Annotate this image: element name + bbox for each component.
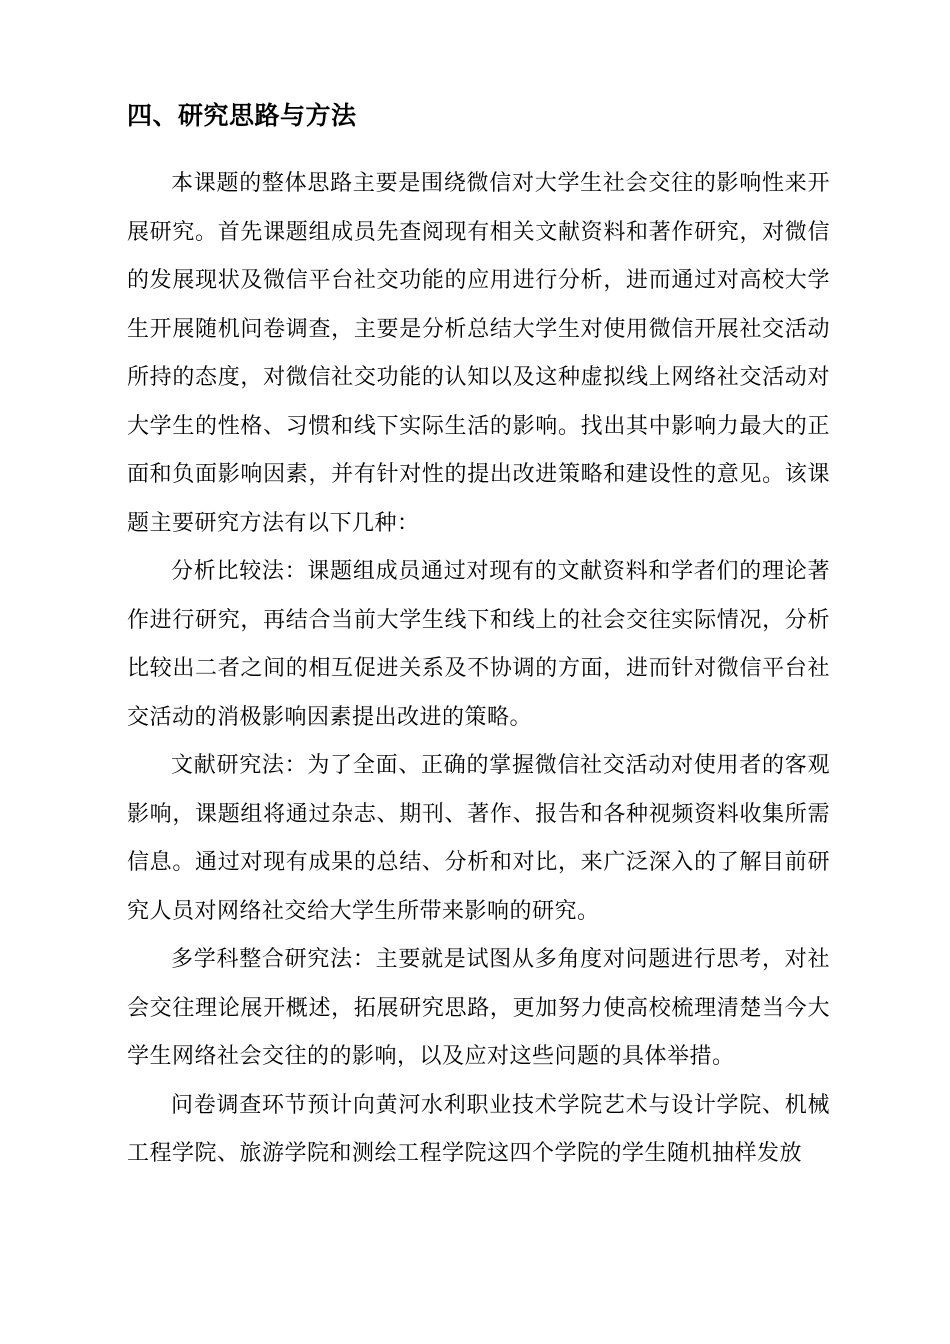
paragraph-overview: 本课题的整体思路主要是围绕微信对大学生社会交往的影响性来开展研究。首先课题组成员先查阅现有相关文献资料和著作研究，对微信的发展现状及微信平台社交功能的应用进行分析，进而通过对高校大学生开展随机问卷调查，主要是分析总结大学生对使用微信开展社交活动所持的态度，对微信社交功能的认知以及这种虚拟线上网络社交活动对大学生的性格、习惯和线下实际生活的影响。找出其中影响力最大的正面和负面影响因素，并有针对性的提出改进策略和建设性的意见。该课题主要研究方法有以下几种：: [127, 171, 830, 536]
paragraph-questionnaire: 问卷调查环节预计向黄河水利职业技术学院艺术与设计学院、机械工程学院、旅游学院和测绘工程学院这四个学院的学生随机抽样发放: [127, 1092, 830, 1166]
paragraph-comparative-method: 分析比较法：课题组成员通过对现有的文献资料和学者们的理论著作进行研究，再结合当前大学生线下和线上的社会交往实际情况，分析比较出二者之间的相互促进关系及不协调的方面，进而针对微信平台社交活动的消极影响因素提出改进的策略。: [127, 559, 830, 730]
section-heading: 四、研究思路与方法: [127, 101, 357, 130]
paragraph-multidisciplinary-method: 多学科整合研究法：主要就是试图从多角度对问题进行思考，对社会交往理论展开概述，拓展研究思路，更加努力使高校梳理清楚当今大学生网络社会交往的的影响，以及应对这些问题的具体举措。: [127, 947, 830, 1069]
paragraph-literature-method: 文献研究法：为了全面、正确的掌握微信社交活动对使用者的客观影响，课题组将通过杂志、期刊、著作、报告和各种视频资料收集所需信息。通过对现有成果的总结、分析和对比，来广泛深入的了解目前研究人员对网络社交给大学生所带来影响的研究。: [127, 753, 830, 924]
body-text: [127, 160, 830, 1179]
